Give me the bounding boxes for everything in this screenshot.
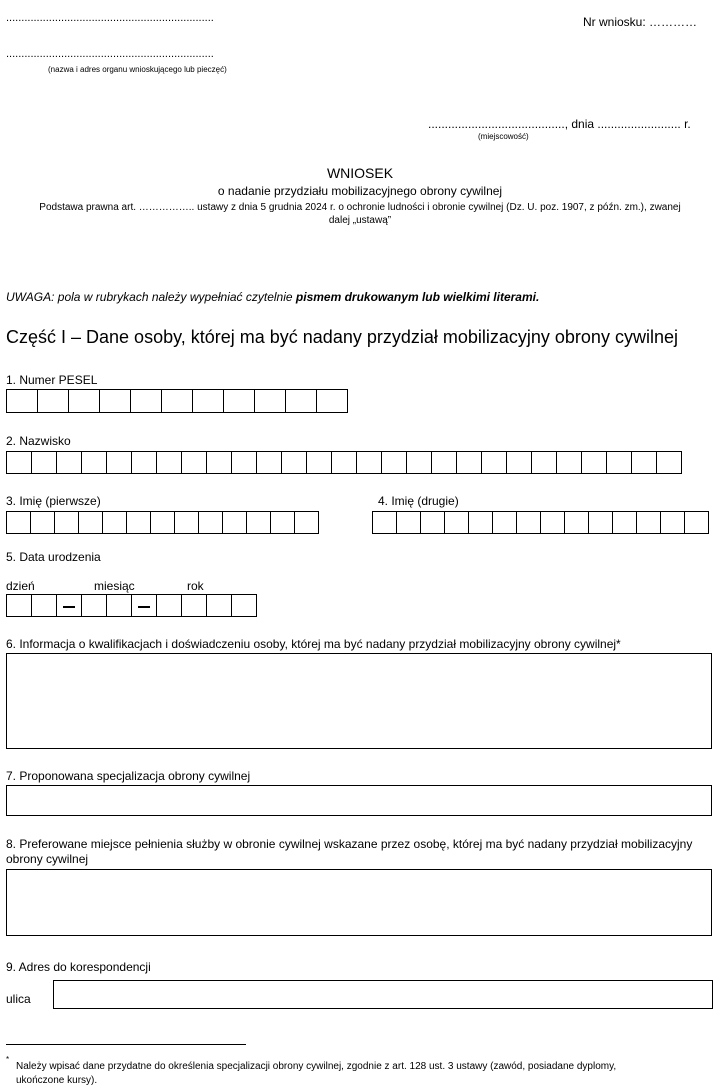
surname-cell[interactable] [206,451,232,474]
second-name-cell[interactable] [420,511,445,534]
second-name-cell[interactable] [492,511,517,534]
first-name-cell[interactable] [198,511,223,534]
pesel-cell[interactable] [161,389,193,413]
second-name-cell[interactable] [540,511,565,534]
surname-cell[interactable] [381,451,407,474]
pesel-input[interactable] [6,389,348,413]
date-separator [56,594,82,617]
surname-cell[interactable] [31,451,57,474]
document-subtitle: o nadanie przydziału mobilizacyjnego obrony cywilnej [217,184,503,198]
surname-cell[interactable] [81,451,107,474]
fill-notice-bold: pismem drukowanym lub wielkimi literami. [295,290,540,304]
birth-date-cell[interactable] [156,594,182,617]
fill-notice-text: UWAGA: pola w rubrykach należy wypełniać czytelnie [6,290,296,304]
first-name-cell[interactable] [270,511,295,534]
pesel-cell[interactable] [254,389,286,413]
surname-label: 2. Nazwisko [6,434,71,448]
pesel-cell[interactable] [285,389,317,413]
second-name-cell[interactable] [396,511,421,534]
surname-cell[interactable] [356,451,382,474]
month-label: miesiąc [94,579,135,593]
footnote-line2: ukończone kursy). [16,1075,98,1086]
pesel-cell[interactable] [6,389,38,413]
first-name-cell[interactable] [126,511,151,534]
birth-date-label: 5. Data urodzenia [6,550,101,564]
second-name-cell[interactable] [636,511,661,534]
surname-cell[interactable] [106,451,132,474]
first-name-cell[interactable] [246,511,271,534]
street-input[interactable] [53,980,713,1009]
street-label: ulica [6,992,31,1006]
first-name-cell[interactable] [294,511,319,534]
first-name-label: 3. Imię (pierwsze) [6,494,101,508]
section-heading: Część I – Dane osoby, której ma być nadany przydział mobilizacyjny obrony cywilnej [6,327,678,347]
pesel-cell[interactable] [223,389,255,413]
surname-cell[interactable] [581,451,607,474]
footnote-separator [6,1044,246,1045]
surname-cell[interactable] [231,451,257,474]
birth-date-cell[interactable] [106,594,132,617]
qualifications-label: 6. Informacja o kwalifikacjach i doświadczeniu osoby, której ma być nadany przydział mobilizacyjny obrony cywilnej* [6,637,621,651]
pesel-label: 1. Numer PESEL [6,373,98,387]
second-name-cell[interactable] [660,511,685,534]
second-name-cell[interactable] [612,511,637,534]
surname-cell[interactable] [631,451,657,474]
second-name-cell[interactable] [372,511,397,534]
surname-cell[interactable] [456,451,482,474]
second-name-cell[interactable] [468,511,493,534]
pesel-cell[interactable] [130,389,162,413]
first-name-input[interactable] [6,511,319,534]
specialization-input[interactable] [6,785,712,816]
pesel-cell[interactable] [37,389,69,413]
date-separator [131,594,157,617]
surname-cell[interactable] [306,451,332,474]
surname-cell[interactable] [406,451,432,474]
document-title: WNIOSEK [326,165,394,181]
surname-cell[interactable] [131,451,157,474]
surname-cell[interactable] [431,451,457,474]
footnote-mark: * [6,1055,10,1064]
first-name-cell[interactable] [78,511,103,534]
surname-cell[interactable] [56,451,82,474]
preferred-place-textarea[interactable] [6,869,712,936]
legal-basis-line2: dalej „ustawą” [328,215,392,226]
surname-cell[interactable] [281,451,307,474]
first-name-cell[interactable] [150,511,175,534]
surname-cell[interactable] [6,451,32,474]
second-name-input[interactable] [372,511,709,534]
specialization-label: 7. Proponowana specjalizacja obrony cywilnej [6,769,251,783]
pesel-cell[interactable] [68,389,100,413]
birth-date-cell[interactable] [6,594,32,617]
day-label: dzień [6,579,35,593]
qualifications-textarea[interactable] [6,653,712,749]
second-name-cell[interactable] [588,511,613,534]
fill-notice [6,290,539,304]
place-date-line: ........................................., dnia ......................... r. [428,117,691,131]
second-name-cell[interactable] [516,511,541,534]
second-name-cell[interactable] [564,511,589,534]
birth-date-input[interactable] [6,594,257,617]
surname-cell[interactable] [656,451,682,474]
second-name-cell[interactable] [444,511,469,534]
surname-input[interactable] [6,451,682,474]
footnote-line1: Należy wpisać dane przydatne do określenia specjalizacji obrony cywilnej, zgodnie z art. 128 ust. 3 ustawy (zawód, posiadane dyplomy, [16,1061,617,1072]
second-name-cell[interactable] [684,511,709,534]
organ-dots-line1: .................................................................... [6,12,214,24]
surname-cell[interactable] [606,451,632,474]
first-name-cell[interactable] [174,511,199,534]
application-number-label: Nr wniosku: ………… [583,15,698,29]
legal-basis-line1: Podstawa prawna art. …………….. ustawy z dnia 5 grudnia 2024 r. o ochronie ludności i obronie cywilnej (Dz. U. poz. 1907, z późn. zm.), zwanej [39,202,681,213]
surname-cell[interactable] [556,451,582,474]
organ-caption: (nazwa i adres organu wnioskującego lub pieczęć) [48,65,227,74]
first-name-cell[interactable] [222,511,247,534]
place-caption: (miejscowość) [478,132,529,141]
preferred-place-label-line2: obrony cywilnej [6,852,89,866]
birth-date-cell[interactable] [181,594,207,617]
year-label: rok [187,579,204,593]
birth-date-cell[interactable] [31,594,57,617]
surname-cell[interactable] [256,451,282,474]
surname-cell[interactable] [506,451,532,474]
preferred-place-label-line1: 8. Preferowane miejsce pełnienia służby w obronie cywilnej wskazane przez osobę, której ma być nadany przydział mobilizacyjny [6,837,693,851]
birth-date-cell[interactable] [81,594,107,617]
first-name-cell[interactable] [6,511,31,534]
first-name-cell[interactable] [102,511,127,534]
surname-cell[interactable] [181,451,207,474]
pesel-cell[interactable] [316,389,348,413]
surname-cell[interactable] [331,451,357,474]
address-label: 9. Adres do korespondencji [6,960,151,974]
organ-dots-line2: .................................................................... [6,48,214,60]
second-name-label: 4. Imię (drugie) [378,494,459,508]
birth-date-cell[interactable] [206,594,232,617]
surname-cell[interactable] [531,451,557,474]
surname-cell[interactable] [156,451,182,474]
pesel-cell[interactable] [99,389,131,413]
pesel-cell[interactable] [192,389,224,413]
birth-date-cell[interactable] [231,594,257,617]
first-name-cell[interactable] [30,511,55,534]
surname-cell[interactable] [481,451,507,474]
first-name-cell[interactable] [54,511,79,534]
